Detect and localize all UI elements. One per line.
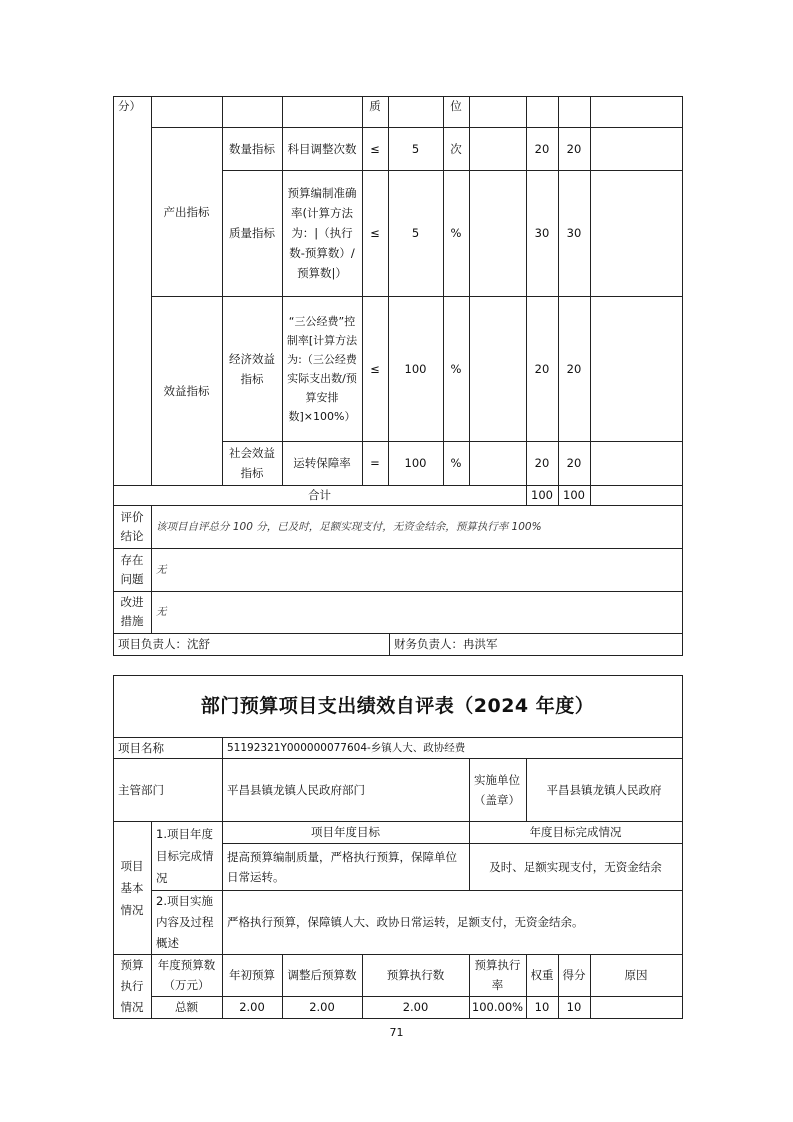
budget-total-label: 总额 — [175, 1000, 198, 1014]
department-value: 平昌县镇龙镇人民政府部门 — [227, 782, 365, 797]
annual-goal-header: 项目年度目标 — [311, 825, 380, 839]
annual-goal-label: 1.项目年度目标完成情况 — [156, 826, 214, 885]
budget-header-score: 得分 — [562, 968, 586, 982]
budget-weight-value: 10 — [534, 1000, 550, 1014]
indicator-unit: 次 — [450, 141, 462, 156]
indicator-item: 运转保障率 — [293, 456, 351, 470]
indicator-unit: % — [450, 456, 462, 470]
page-number: 71 — [389, 1026, 404, 1039]
total-weight: 100 — [531, 488, 553, 502]
budget-header-executed: 预算执行数 — [386, 968, 445, 982]
header-fragment-unit: 位 — [450, 99, 462, 113]
budget-adjusted-value: 2.00 — [309, 1000, 335, 1014]
annual-goal-text: 提高预算编制质量，严格执行预算，保障单位日常运转。 — [227, 849, 457, 884]
indicator-operator: ≤ — [370, 361, 380, 376]
indicator-weight: 30 — [534, 226, 550, 240]
indicator-item: “三公经费”控制率[计算方法为:（三公经费实际支出数/预算安排数]×100%） — [286, 314, 358, 423]
budget-score-value: 10 — [566, 1000, 582, 1014]
output-indicator-group: 产出指标 — [163, 204, 210, 219]
indicator-target: 5 — [411, 226, 420, 240]
budget-initial-value: 2.00 — [239, 1000, 265, 1014]
project-lead: 项目负责人：沈舒 — [118, 637, 210, 651]
indicator-operator: ≤ — [370, 226, 380, 240]
indicator-unit: % — [450, 226, 462, 240]
indicator-target: 100 — [404, 361, 427, 376]
implementation-label: 2.项目实施内容及过程概述 — [156, 893, 214, 950]
indicator-type: 社会效益指标 — [229, 446, 275, 480]
indicator-type: 数量指标 — [229, 141, 275, 156]
budget-header-adjusted: 调整后预算数 — [287, 968, 357, 982]
form-title: 部门预算项目支出绩效自评表（2024 年度） — [200, 695, 595, 717]
problems-text: 无 — [156, 563, 167, 576]
indicator-unit: % — [450, 361, 462, 376]
budget-header-weight: 权重 — [530, 968, 554, 982]
indicator-target: 100 — [404, 456, 427, 470]
indicator-score: 20 — [566, 141, 582, 156]
indicator-score: 20 — [566, 361, 582, 376]
project-name-label: 项目名称 — [118, 740, 164, 755]
benefit-indicator-group: 效益指标 — [163, 383, 210, 398]
indicator-weight: 20 — [534, 456, 550, 470]
conclusion-label: 评价结论 — [120, 509, 144, 543]
indicator-type: 质量指标 — [229, 226, 275, 240]
budget-rate-value: 100.00% — [471, 1000, 524, 1014]
goal-completion-header: 年度目标完成情况 — [529, 825, 622, 839]
indicator-operator: ≤ — [370, 141, 380, 156]
total-score: 100 — [563, 488, 585, 502]
indicator-score: 20 — [566, 456, 582, 470]
implementation-text: 严格执行预算，保障镇人大、政协日常运转，足额支付，无资金结余。 — [227, 915, 584, 929]
budget-execution-label: 预算执行情况 — [120, 957, 144, 1014]
implementing-unit-value: 平昌县镇龙镇人民政府 — [546, 782, 662, 797]
problems-label: 存在问题 — [120, 552, 144, 586]
goal-completion-text: 及时、足额实现支付，无资金结余 — [489, 859, 662, 874]
implementing-unit-label: 实施单位（盖章） — [474, 772, 520, 807]
finance-lead: 财务负责人：冉洪军 — [394, 637, 498, 651]
budget-header-initial: 年初预算 — [229, 968, 275, 982]
conclusion-text: 该项目自评总分 100 分，已及时，足额实现支付，无资金结余，预算执行率 100% — [156, 520, 542, 533]
project-name-value: 51192321Y000000077604-乡镇人大、政协经费 — [227, 741, 466, 754]
total-label: 合计 — [308, 488, 331, 502]
budget-reason-value — [590, 996, 682, 1018]
budget-header-annual: 年度预算数（万元） — [157, 958, 216, 992]
budget-executed-value: 2.00 — [402, 1000, 429, 1014]
indicator-target: 5 — [411, 141, 420, 156]
department-label: 主管部门 — [118, 782, 164, 797]
measures-text: 无 — [156, 606, 167, 618]
header-fragment-quality: 质 — [369, 99, 381, 113]
score-label-fragment: 分） — [118, 99, 141, 113]
indicator-item: 预算编制准确率(计算方法为：|（执行数-预算数）/预算数|） — [287, 186, 357, 280]
budget-header-rate: 预算执行率 — [474, 958, 521, 992]
basic-info-label: 项目基本情况 — [120, 858, 144, 917]
indicator-item: 科目调整次数 — [287, 141, 357, 156]
indicator-weight: 20 — [534, 361, 550, 376]
measures-label: 改进措施 — [120, 595, 144, 628]
budget-header-reason: 原因 — [624, 968, 648, 982]
indicator-score: 30 — [566, 226, 582, 240]
indicator-operator: = — [370, 456, 380, 470]
indicator-type: 经济效益指标 — [229, 351, 275, 386]
indicator-weight: 20 — [534, 141, 550, 156]
